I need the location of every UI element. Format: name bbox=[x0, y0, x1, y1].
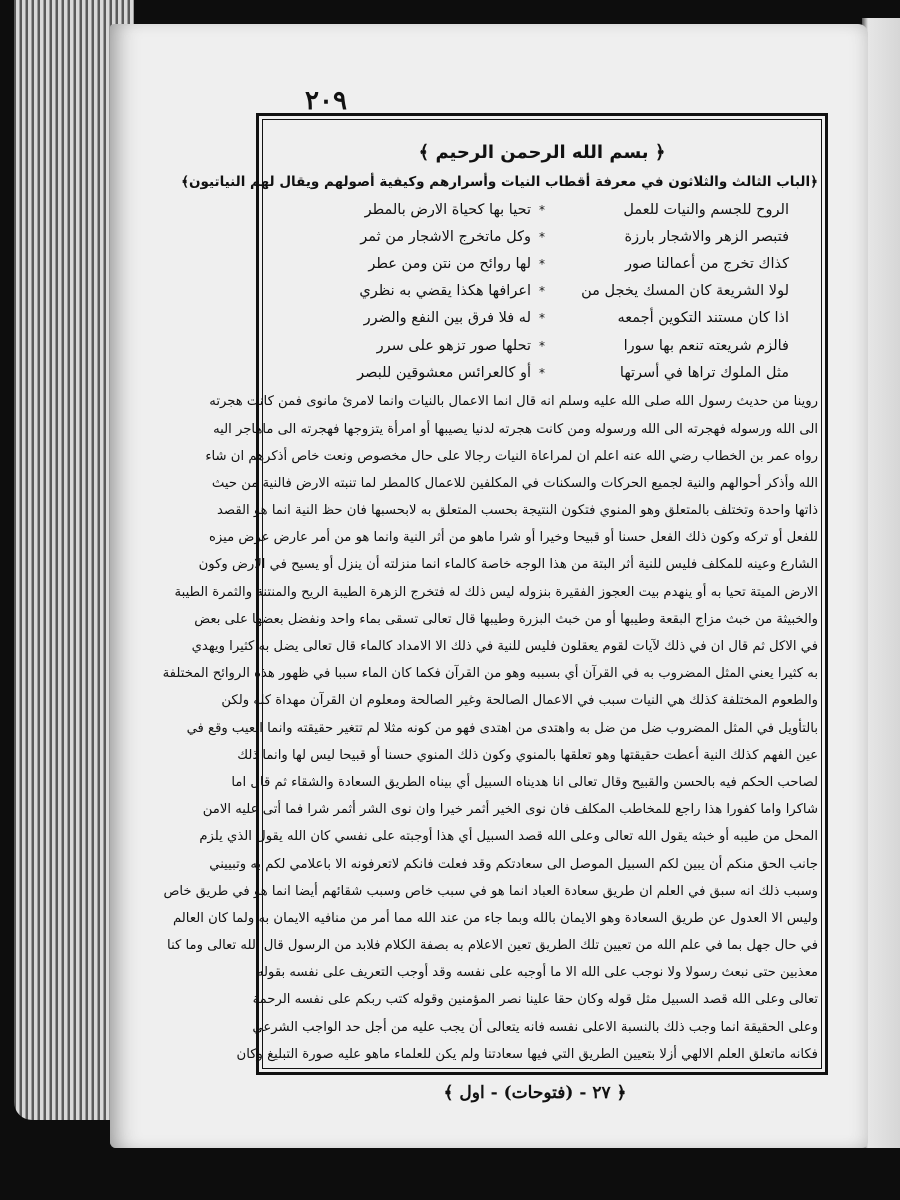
text-line: لصاحب الحكم فيه بالحسن والقبيح وقال تعالى انا هديناه السبيل أي بيناه الطريق السعادة والشقاء ثم قال اما bbox=[231, 774, 818, 790]
verse-separator: * bbox=[539, 284, 545, 299]
prose-body bbox=[162, 388, 818, 1068]
poem-verse bbox=[266, 359, 818, 386]
text-line: تعالى وعلى الله قصد السبيل مثل قوله وكان حقا علينا نصر المؤمنين وقوله كتب ربكم على نفسه الرحمة bbox=[252, 992, 818, 1008]
verse-first-hemistich: كذاك تخرج من أعمالنا صور bbox=[625, 255, 789, 272]
text-line: وليس الا العدول عن طريق السعادة وهو الايمان بالله وبما جاء من عند الله مما أمر من منافيه الايمان به ولما كان العالم bbox=[173, 910, 818, 926]
verse-separator: * bbox=[539, 256, 545, 271]
verse-separator: * bbox=[539, 338, 545, 353]
text-line: الارض الميتة تحيا به أو ينهدم بيت العجوز الفقيرة بنزوله ليس ذلك له فتخرج الزهرة الطيبة الريح والمنتنة والثمرة الطيبة bbox=[174, 584, 818, 600]
verse-first-hemistich: الروح للجسم والنيات للعمل bbox=[623, 201, 789, 218]
text-line: فكانه ماتعلق العلم الالهي أزلا بتعيين الطريق التي فيها سعادتنا ولم يكن للعلماء ماهو عليه صورة التبليغ وكان bbox=[236, 1046, 818, 1062]
poem-block bbox=[266, 196, 818, 386]
text-line: في الاكل ثم قال ان في ذلك لآيات لقوم يعقلون فليس للنية في ذلك الا الامداد كالماء قال تعالى يضل به كثيرا ويهدي bbox=[191, 639, 818, 654]
verse-second-hemistich: لها روائح من نتن ومن عطر bbox=[368, 255, 531, 272]
text-line: به كثيرا يعني المثل المضروب به في القرآن أي بسببه وهو من القرآن فكما كان الماء سببا في ظهور هذه الروائح المختلفة bbox=[162, 666, 818, 682]
text-line: شاكرا واما كفورا هذا راجع للمخاطب المكلف فان نوى الخير أثمر خيرا وان نوى الشر أثمر شرا فما أتى عليه الامن bbox=[202, 802, 818, 818]
text-line: في حال جهل بما في علم الله من تعيين تلك الطريق تعين الاعلام به بصفة الكلام فلابد من الرسول قال الله تعالى وما كنا bbox=[167, 938, 818, 954]
poem-verse bbox=[266, 196, 818, 223]
verse-first-hemistich: فالزم شريعته تنعم بها سورا bbox=[623, 337, 789, 354]
verse-second-hemistich: تحلها صور تزهو على سرر bbox=[376, 337, 531, 354]
text-line: وعلى الحقيقة انما وجب ذلك بالنسبة الاعلى نفسه فانه يتعالى أن يجب عليه من أجل حد الواجب الشرعي bbox=[252, 1019, 818, 1035]
poem-verse bbox=[266, 305, 818, 332]
chapter-title: ﴿الباب الثالث والثلاثون في معرفة أقطاب النيات وأسرارهم وكيفية أصولهم ويقال لهم النياتيون﴾ bbox=[181, 174, 818, 190]
poem-verse bbox=[266, 250, 818, 277]
basmala-heading: ﴿ بسم الله الرحمن الرحيم ﴾ bbox=[418, 142, 666, 163]
text-line: الى الله ورسوله فهجرته الى الله ورسوله ومن كانت هجرته لدنيا يصيبها أو امرأة يتزوجها فهجرته الى ماهاجر اليه bbox=[213, 421, 818, 437]
text-line: بالتأويل في المثل المضروب ضل من ضل به واهتدى من اهتدى فهو من كونه مثلا لم تتغير حقيقته وانما العيب وقع في bbox=[186, 720, 818, 736]
verse-first-hemistich: فتبصر الزهر والاشجار بارزة bbox=[624, 228, 789, 245]
verse-second-hemistich: أو كالعرائس معشوقين للبصر bbox=[357, 364, 531, 381]
text-line: والطعوم المختلفة كذلك هي النيات سبب في الاعمال الصالحة وغير الصالحة ومعلوم ان القرآن مهداة كله ولكن bbox=[221, 693, 818, 709]
text-line: رواه عمر بن الخطاب رضي الله عنه اعلم ان لمراعاة النيات رجالا على حال مخصوص ونعت خاص أذكرهم ان شاء bbox=[205, 448, 818, 464]
verse-separator: * bbox=[539, 229, 545, 244]
poem-verse bbox=[266, 278, 818, 305]
verse-separator: * bbox=[539, 311, 545, 326]
page-footer-signature: ﴿ ٢٧ - (فتوحات) - اول ﴾ bbox=[443, 1083, 627, 1103]
text-line: عين الفهم كذلك النية أعطت حقيقتها وهو تعلقها بالمنوي وكون ذلك المنوي حسنا أو قبيحا ليس لها وانما ذلك bbox=[237, 747, 818, 763]
page-number: ٢٠٩ bbox=[305, 86, 347, 116]
verse-second-hemistich: له فلا فرق بين النفع والضرر bbox=[363, 310, 531, 327]
text-line: روينا من حديث رسول الله صلى الله عليه وسلم انه قال انما الاعمال بالنيات وانما لامرئ مانوى فمن كانت هجرته bbox=[209, 394, 818, 410]
verse-first-hemistich: مثل الملوك تراها في أسرتها bbox=[619, 364, 789, 381]
verse-first-hemistich: اذا كان مستند التكوين أجمعه bbox=[617, 310, 789, 327]
text-line: وسبب ذلك انه سبق في العلم ان طريق سعادة العباد انما هو في سبب خاص وسبب شقائهم أيضا انما هو في طريق خاص bbox=[163, 883, 818, 899]
text-line: ذاتها واحدة وتختلف بالمتعلق وهو المنوي فتكون النتيجة بحسب المتعلق به لابحسبها فان حظ النية انما هو القصد bbox=[216, 503, 818, 519]
text-line: الشارع وعينه للمكلف فليس للنية أثر البتة من هذا الوجه خاصة كالماء انما منزلته أن ينزل أو يسيح في الارض وكون bbox=[198, 557, 818, 573]
verse-first-hemistich: لولا الشريعة كان المسك يخجل من bbox=[581, 283, 789, 300]
poem-verse bbox=[266, 223, 818, 250]
verse-separator: * bbox=[539, 202, 545, 217]
text-line: والخبيثة من خبث مزاج البقعة وطيبها أو من خبث البزرة وطيبها قال تعالى تسقى بماء واحد ونفضل بعضها على بعض bbox=[194, 611, 818, 627]
text-line: الله وأذكر أحوالهم والنية لجميع الحركات والسكنات في المكلفين للاعمال كالمطر لما تنبته الارض فالنية من حيث bbox=[211, 475, 818, 491]
poem-verse bbox=[266, 332, 818, 359]
text-line: جانب الحق منكم أن يبين لكم السبيل الموصل الى سعادتكم وقد فعلت فانكم لاتعرفونه الا باعلامي لكم به وتبييني bbox=[209, 856, 818, 872]
text-line: معذبين حتى نبعث رسولا ولا نوجب على الله الا ما أوجبه على نفسه وقد أوجب التعريف على نفسه بقوله bbox=[256, 965, 818, 981]
text-line: المحل من طيبه أو خبثه يقول الله تعالى وعلى الله قصد السبيل أي هذا أوجبته على نفسي كان الله يقول الذي يلزم bbox=[199, 829, 818, 845]
verse-separator: * bbox=[539, 365, 545, 380]
verse-second-hemistich: وكل ماتخرج الاشجار من ثمر bbox=[360, 228, 531, 245]
page-content bbox=[162, 136, 818, 1062]
verse-second-hemistich: تحيا بها كحياة الارض بالمطر bbox=[364, 201, 531, 218]
text-line: للفعل أو تركه وكون ذلك الفعل حسنا أو قبيحا وخيرا أو شرا ماهو من أثر النية وانما هو من أمر عارض عرض ميزه bbox=[208, 530, 818, 546]
verse-second-hemistich: اعرافها هكذا يقضي به نظري bbox=[359, 283, 531, 300]
